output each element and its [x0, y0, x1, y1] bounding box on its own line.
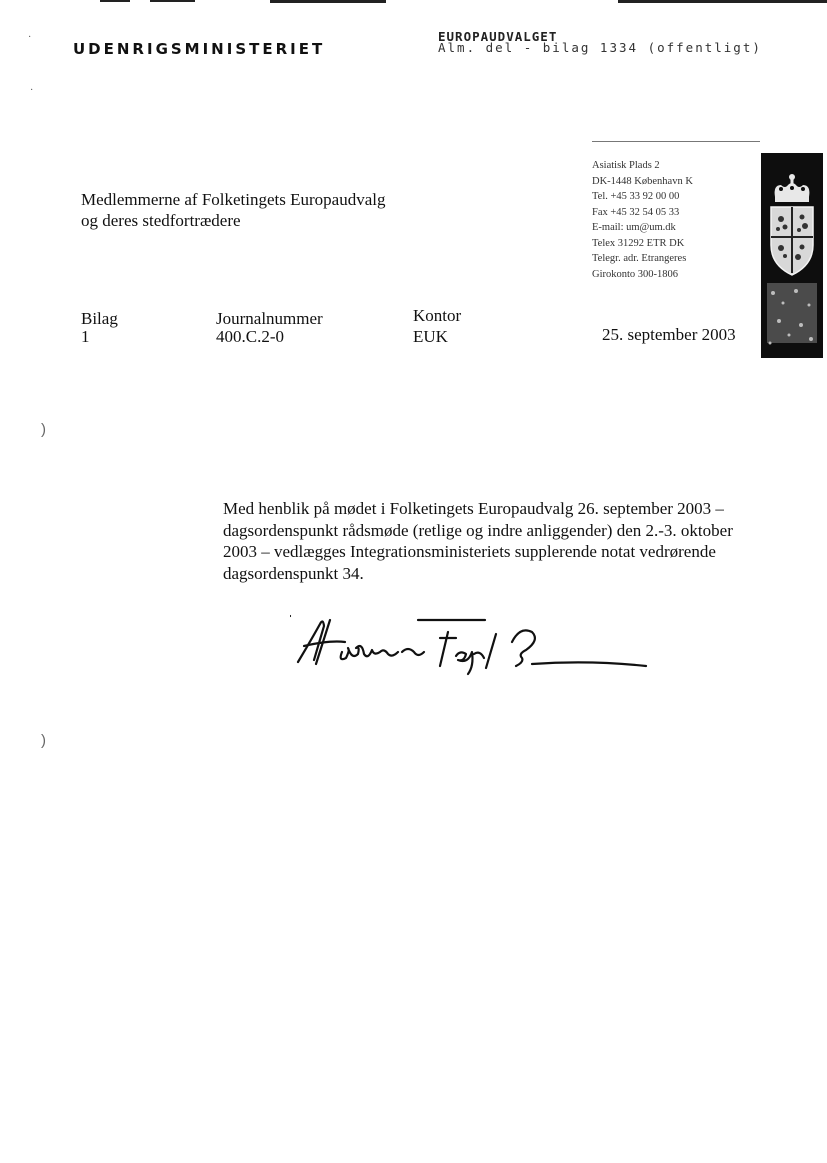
- archive-stamp-reference: Alm. del - bilag 1334 (offentligt): [438, 40, 762, 55]
- address-line: Girokonto 300-1806: [592, 268, 679, 280]
- recipient-line: og deres stedfortrædere: [81, 211, 241, 230]
- kontor-label: Kontor: [413, 306, 462, 325]
- scan-artifact: [618, 0, 827, 3]
- recipient-line: Medlemmerne af Folketingets Europaudvalg: [81, 190, 386, 209]
- address-line: Tel. +45 33 92 00 00: [592, 191, 680, 202]
- royal-crest-icon: [761, 153, 823, 358]
- recipient-block: [81, 189, 386, 231]
- bilag-value: 1: [81, 327, 90, 346]
- archive-stamp-title: EUROPAUDVALGET: [438, 29, 558, 44]
- address-divider: [592, 141, 760, 142]
- body-line: dagsordenspunkt rådsmøde (retlige og indre anliggender) den 2.-3. oktober: [223, 520, 733, 540]
- scan-artifact: [270, 0, 386, 3]
- body-line: dagsordenspunkt 34.: [223, 563, 364, 583]
- address-line: DK-1448 København K: [592, 175, 693, 187]
- address-line: Telegr. adr. Etrangeres: [592, 253, 687, 264]
- kontor-value: EUK: [413, 327, 448, 346]
- body-line: Med henblik på mødet i Folketingets Europaudvalg 26. september 2003 –: [223, 499, 724, 518]
- margin-speck: ·: [28, 32, 32, 43]
- address-block: [592, 158, 693, 282]
- signature-icon: [290, 612, 650, 682]
- margin-mark: ): [41, 421, 46, 438]
- bilag-label: Bilag: [81, 309, 118, 328]
- margin-speck: ·: [30, 85, 34, 96]
- ministry-letterhead: UDENRIGSMINISTERIET: [73, 40, 326, 58]
- royal-crest-band: [761, 153, 823, 358]
- address-line: Asiatisk Plads 2: [592, 160, 660, 171]
- address-line: Telex 31292 ETR DK: [592, 237, 685, 249]
- scan-artifact: [150, 0, 195, 2]
- body-paragraph: [223, 498, 763, 584]
- address-line: Fax +45 32 54 05 33: [592, 206, 680, 218]
- journal-value: 400.C.2-0: [216, 327, 284, 346]
- journal-label: Journalnummer: [216, 309, 323, 328]
- margin-mark: ): [41, 732, 46, 749]
- letter-date: 25. september 2003: [602, 325, 736, 344]
- body-line: 2003 – vedlægges Integrationsministeriets supplerende notat vedrørende: [223, 542, 716, 561]
- scan-artifact: [100, 0, 130, 2]
- address-line: E-mail: um@um.dk: [592, 222, 676, 233]
